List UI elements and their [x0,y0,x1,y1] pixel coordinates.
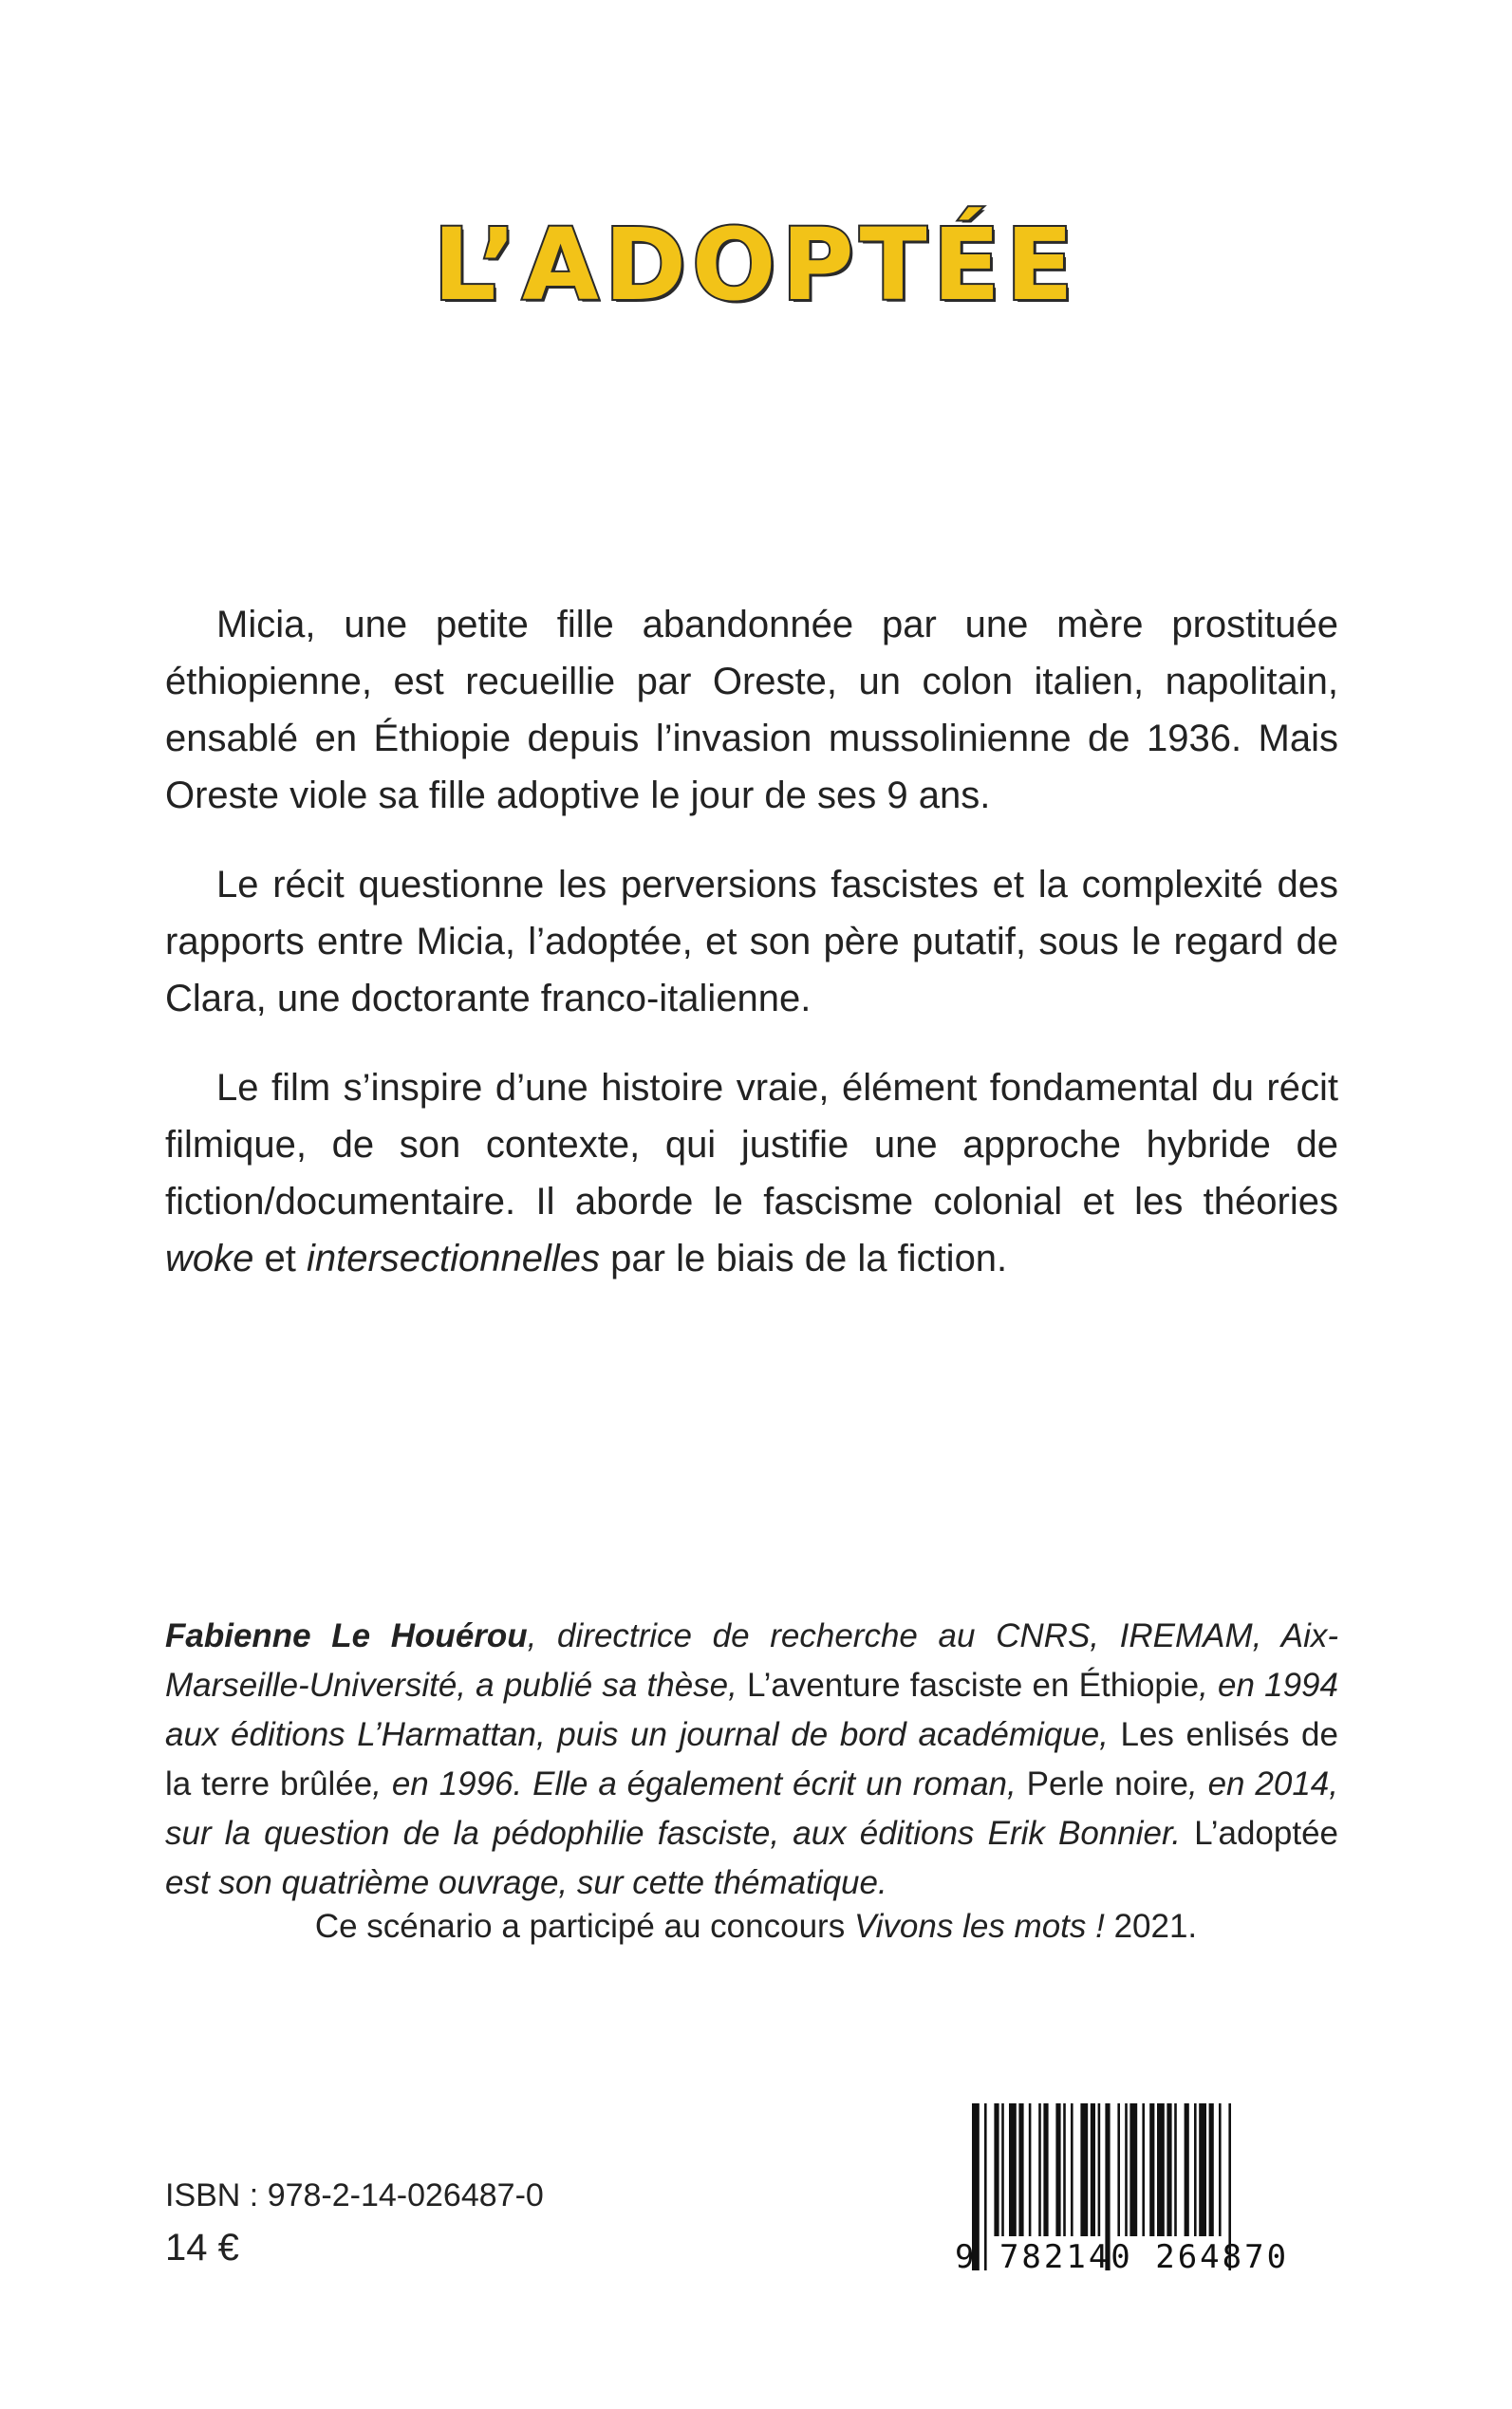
summary-3-mid: et [253,1238,307,1279]
author-bio [165,1612,1338,1908]
barcode-bar [1167,2103,1171,2236]
author-name: Fabienne Le Houérou [165,1617,528,1654]
contest-lead: Ce scénario a participé au concours [314,1908,854,1945]
price-label: 14 € [165,2227,239,2269]
book-title: L’ADOPTÉE [433,207,1079,323]
barcode-bar [1174,2103,1177,2236]
barcode-bar [1001,2103,1004,2236]
barcode-bar [1129,2103,1137,2236]
barcode-bar [1055,2103,1060,2236]
barcode-bar [1018,2103,1023,2236]
contest-name: Vivons les mots ! [853,1908,1105,1945]
barcode-bar [1063,2103,1066,2236]
book-summary [165,596,1338,1319]
contest-note [0,1908,1512,1946]
author-bio-text-3: , en 1996. Elle a également écrit un roman, [372,1765,1027,1802]
barcode-bar [1043,2103,1048,2236]
contest-tail: 2021. [1104,1908,1198,1945]
barcode-bar [1125,2103,1128,2236]
summary-3-woke: woke [165,1238,254,1279]
barcode-digits: 9 782140 264870 [955,2238,1290,2276]
summary-3-lead: Le film s’inspire d’une histoire vraie, élément fondamental du récit filmique, de son contexte, qui justifie une approche hybride de fiction/documentaire. Il aborde le fascisme colonial et les théories [165,1067,1338,1223]
summary-paragraph-2: Le récit questionne les perversions fascistes et la complexité des rapports entre Micia, l’adoptée, et son père putatif, sous le regard de Clara, une doctorante franco-italienne. [165,864,1338,1019]
barcode-bar [1185,2103,1189,2236]
barcode-bar [1098,2103,1101,2236]
barcode-bar [1194,2103,1197,2236]
barcode-bar [1071,2103,1073,2236]
author-bio-text-1: , directrice de recherche au CNRS, IREMAM, Aix-Marseille-Université, a publié sa thèse, [165,1617,1339,1704]
isbn-label: ISBN : 978-2-14-026487-0 [165,2177,544,2213]
barcode-bar [1038,2103,1041,2236]
barcode-bar [1029,2103,1032,2236]
barcode-bar [1157,2103,1165,2236]
summary-paragraph-3 [165,1059,1338,1287]
author-book-4: L’adoptée [1194,1815,1338,1852]
author-book-1: L’aventure fasciste en Éthiopie [747,1667,1200,1704]
barcode-bar [1209,2103,1214,2236]
summary-paragraph-1: Micia, une petite fille abandonnée par une mère prostituée éthiopienne, est recueillie par Oreste, un colon italien, napolitain, ensablé en Éthiopie depuis l’invasion mussolinienne de 1936. Mais Oreste viole sa fille adoptive le jour de ses 9 ans. [165,604,1338,816]
barcode-bar [1142,2103,1145,2236]
author-bio-text-4: , en 2014, sur la question de la pédophilie fasciste, aux éditions Erik Bonnier. [165,1765,1338,1852]
author-book-3: Perle noire [1026,1765,1188,1802]
barcode-bar [1117,2103,1120,2236]
barcode-bar [994,2103,999,2236]
barcode-bar [1080,2103,1088,2236]
summary-3-intersectionnelles: intersectionnelles [306,1238,601,1279]
author-bio-text-5: est son quatrième ouvrage, sur cette thématique. [165,1864,887,1901]
barcode-bar [1149,2103,1154,2236]
author-bio-text-2: , en 1994 aux éditions L’Harmattan, puis un journal de bord académique, [165,1667,1338,1753]
barcode-bar [1199,2103,1206,2236]
author-book-2: Les enlisés de la terre brûlée [165,1716,1338,1802]
summary-3-tail: par le biais de la fiction. [600,1238,1008,1279]
barcode-bar [1091,2103,1095,2236]
barcode-bar [1009,2103,1017,2236]
barcode-bar [1219,2103,1222,2236]
